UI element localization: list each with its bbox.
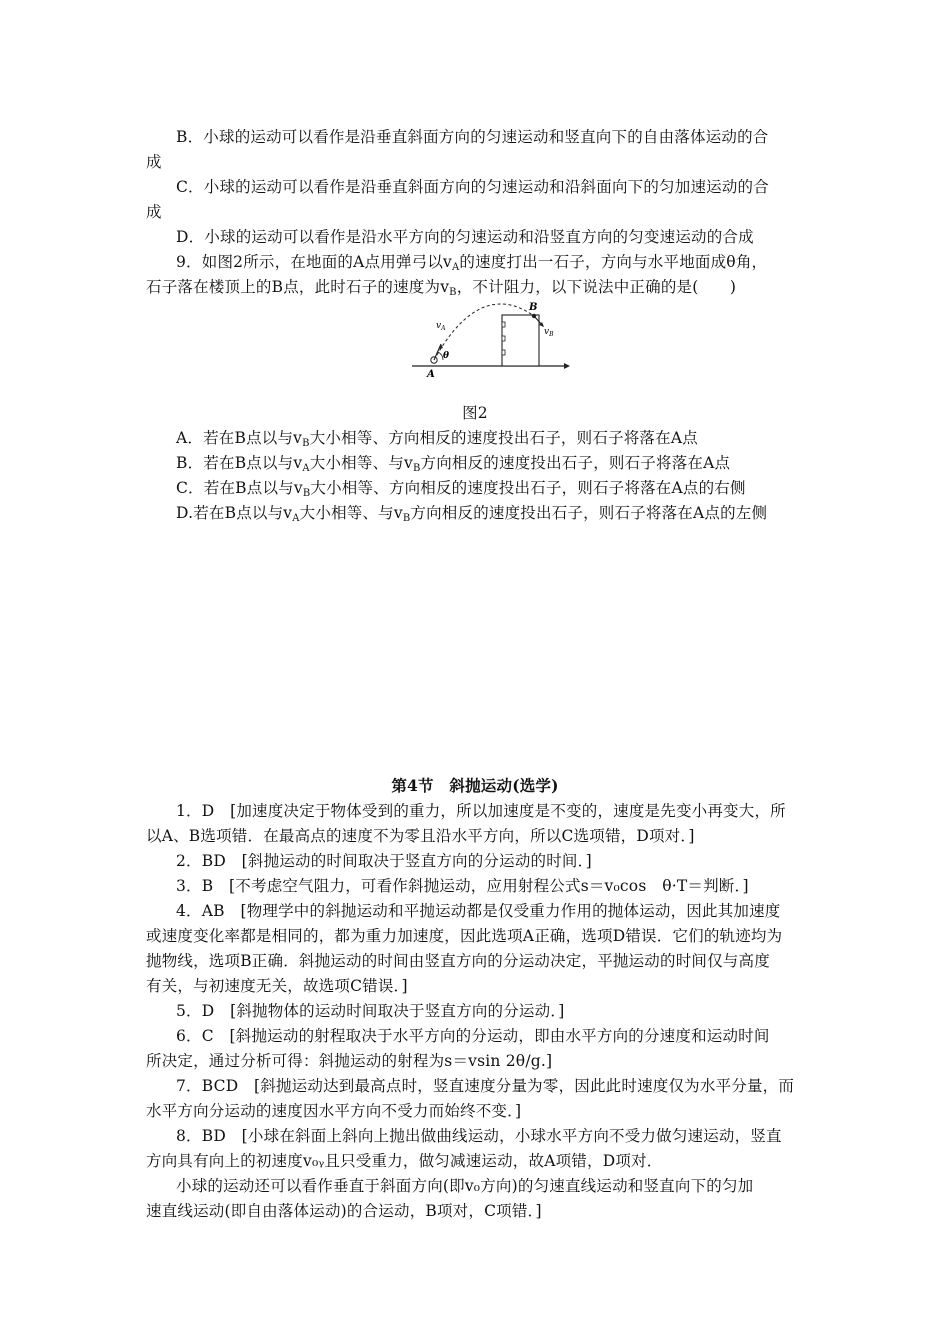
answer-line: 以A、B选项错．在最高点的速度不为零且沿水平方向，所以C选项错，D项对．] — [146, 827, 695, 845]
q9-option-a: A．若在B点以与vB大小相等、方向相反的速度投出石子，则石子将落在A点 — [176, 429, 698, 449]
answer-line: 抛物线，选项B正确．斜抛运动的时间由竖直方向的分运动决定，平抛运动的时间仅与高度 — [146, 952, 770, 970]
q9-option-b: B．若在B点以与vA大小相等、与vB方向相反的速度投出石子，则石子将落在A点 — [176, 454, 731, 474]
q8-option-c-line2: 成 — [146, 203, 162, 221]
q8-option-d: D．小球的运动可以看作是沿水平方向的匀速运动和沿竖直方向的匀变速运动的合成 — [176, 228, 754, 246]
velocity-a-arrow — [434, 344, 441, 360]
q9-stem-line1: 9．如图2所示，在地面的A点用弹弓以vA的速度打出一石子，方向与水平地面成θ角， — [176, 253, 768, 273]
q8-option-b-line1: B．小球的运动可以看作是沿垂直斜面方向的匀速运动和竖直向下的自由落体运动的合 — [176, 128, 769, 146]
answer-line: 小球的运动还可以看作垂直于斜面方向(即v₀方向)的匀速直线运动和竖直向下的匀加 — [176, 1177, 754, 1195]
answer-line: 4．AB [物理学中的斜抛运动和平抛运动都是仅受重力作用的抛体运动，因此其加速度 — [176, 902, 781, 920]
answer-line: 7．BCD [斜抛运动达到最高点时，竖直速度分量为零，因此此时速度仅为水平分量，而 — [176, 1077, 795, 1095]
answer-line: 6．C [斜抛运动的射程取决于水平方向的分运动，即由水平方向的分速度和运动时间 — [176, 1027, 770, 1045]
label-b: B — [529, 302, 538, 313]
building-window — [502, 350, 505, 355]
answer-line: 8．BD [小球在斜面上斜向上抛出做曲线运动，小球水平方向不受力做匀速运动，竖直 — [176, 1127, 782, 1145]
answer-line: 1．D [加速度决定于物体受到的重力，所以加速度是不变的，速度是先变小再变大，所 — [176, 802, 786, 820]
answer-line: 速直线运动(即自由落体运动)的合运动，B项对，C项错．] — [146, 1202, 542, 1220]
q9-option-d: D.若在B点以与vA大小相等、与vB方向相反的速度投出石子，则石子将落在A点的左侧 — [176, 504, 768, 524]
answer-line: 有关，与初速度无关，故选项C错误．] — [146, 977, 408, 995]
building-window — [502, 336, 505, 341]
answer-line: 2．BD [斜抛运动的时间取决于竖直方向的分运动的时间．] — [176, 852, 592, 870]
q8-option-c-line1: C．小球的运动可以看作是沿垂直斜面方向的匀速运动和沿斜面向下的匀加速运动的合 — [176, 178, 769, 196]
answer-line: 3．B [不考虑空气阻力，可看作斜抛运动，应用射程公式s＝v₀cos θ·T＝判断．] — [176, 877, 749, 895]
answer-line: 方向具有向上的初速度v₀ᵧ且只受重力，做匀减速运动，故A项错，D项对． — [146, 1152, 663, 1170]
ground-arrow — [564, 363, 570, 369]
q8-option-b-line2: 成 — [146, 153, 162, 171]
building — [502, 315, 539, 366]
answer-line: 或速度变化率都是相同的，都为重力加速度，因此选项A正确，选项D错误．它们的轨迹均为 — [146, 927, 783, 945]
label-vb: $v_B$ — [544, 327, 554, 338]
answer-line: 所决定，通过分析可得：斜抛运动的射程为s＝vsin 2θ/g.] — [146, 1052, 553, 1070]
projectile-figure — [410, 298, 570, 380]
answer-line: 水平方向分运动的速度因水平方向不受力而始终不变．] — [146, 1102, 522, 1120]
answers-title: 第4节 斜抛运动(选学) — [391, 776, 559, 795]
answer-line: 5．D [斜抛物体的运动时间取决于竖直方向的分运动．] — [176, 1002, 565, 1020]
building-window — [502, 322, 505, 327]
label-a: A — [427, 369, 435, 380]
label-theta: θ — [443, 351, 450, 361]
q9-stem-line2: 石子落在楼顶上的B点，此时石子的速度为vB，不计阻力，以下说法中正确的是( ) — [146, 278, 737, 298]
figure-caption: 图2 — [462, 404, 488, 422]
label-va: $v_A$ — [436, 321, 446, 332]
q9-option-c: C．若在B点以与vB大小相等、方向相反的速度投出石子，则石子将落在A点的右侧 — [176, 479, 746, 499]
